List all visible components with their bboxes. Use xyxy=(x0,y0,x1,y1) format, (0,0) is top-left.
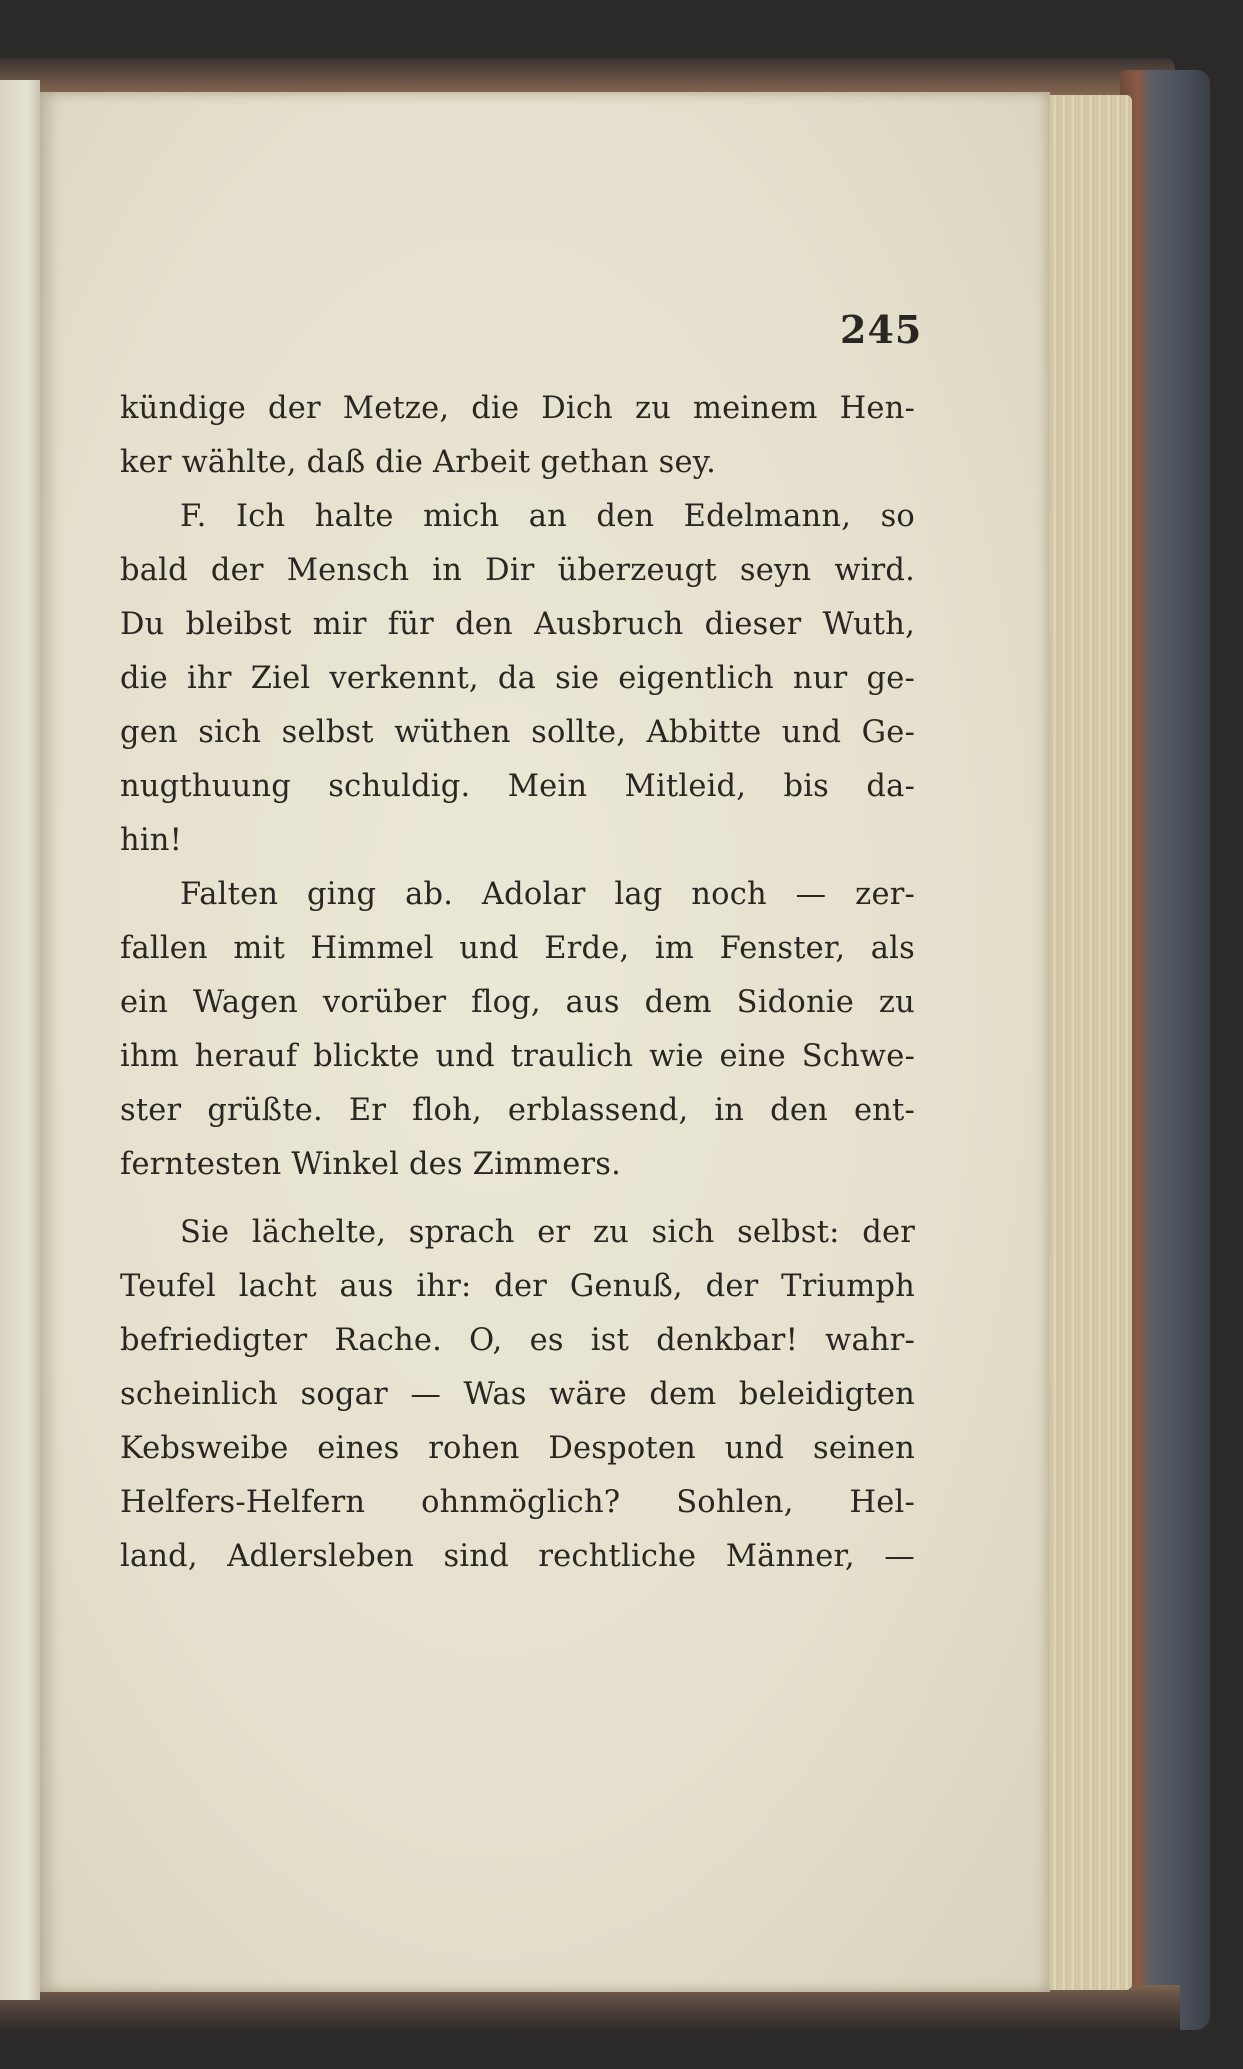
text-line: Teufel lacht aus ihr: der Genuß, der Triumph xyxy=(120,1269,915,1304)
text-line: bald der Mensch in Dir überzeugt seyn wird. xyxy=(120,553,915,588)
page-stack-edge xyxy=(1040,95,1132,1990)
text-line: Du bleibst mir für den Ausbruch dieser Wuth, xyxy=(120,607,915,642)
text-line: Kebsweibe eines rohen Despoten und seinen xyxy=(120,1431,915,1466)
text-line: ster grüßte. Er floh, erblassend, in den ent- xyxy=(120,1093,915,1128)
text-line: ihm herauf blickte und traulich wie eine Schwe- xyxy=(120,1039,915,1074)
text-line: ker wählte, daß die Arbeit gethan sey. xyxy=(120,445,717,480)
text-line: F. Ich halte mich an den Edelmann, so xyxy=(180,499,915,534)
text-line: Falten ging ab. Adolar lag noch — zer- xyxy=(180,877,915,912)
text-line: nugthuung schuldig. Mein Mitleid, bis da- xyxy=(120,769,915,804)
text-line: gen sich selbst wüthen sollte, Abbitte und Ge- xyxy=(120,715,915,750)
page-text xyxy=(120,382,915,1584)
page-number: 245 xyxy=(840,307,923,352)
text-line: fallen mit Himmel und Erde, im Fenster, als xyxy=(120,931,915,966)
text-line: ein Wagen vorüber flog, aus dem Sidonie zu xyxy=(120,985,915,1020)
text-line: die ihr Ziel verkennt, da sie eigentlich nur ge- xyxy=(120,661,915,696)
text-line: ferntesten Winkel des Zimmers. xyxy=(120,1147,622,1182)
text-line: befriedigter Rache. O, es ist denkbar! wahr- xyxy=(120,1323,915,1358)
book-page xyxy=(40,92,1050,1992)
text-line: kündige der Metze, die Dich zu meinem Hen- xyxy=(120,391,915,426)
book-cover-right-edge xyxy=(1120,70,1210,2030)
text-line: hin! xyxy=(120,823,183,858)
text-line: land, Adlersleben sind rechtliche Männer, — xyxy=(120,1539,915,1574)
text-line: Helfers-Helfern ohnmöglich? Sohlen, Hel- xyxy=(120,1485,915,1520)
text-line: Sie lächelte, sprach er zu sich selbst: der xyxy=(180,1215,915,1250)
text-line: scheinlich sogar — Was wäre dem beleidigten xyxy=(120,1377,915,1412)
facing-page-edge xyxy=(0,80,40,2000)
